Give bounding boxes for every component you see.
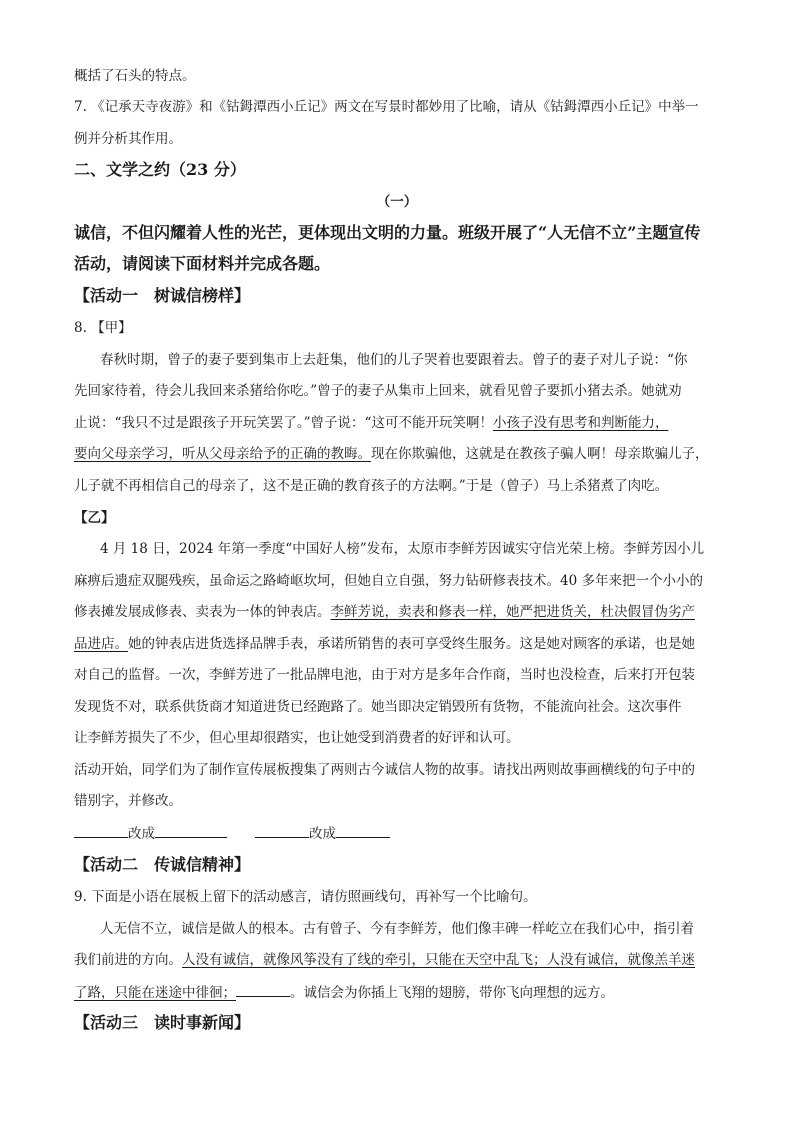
text-span: 现在你欺骗他，这就是在教孩子骗人啊！母亲欺骗儿子，	[371, 446, 709, 462]
passage-yi-line	[74, 634, 720, 654]
question-8-prompt: 活动开始，同学们为了制作宣传展板搜集了两则古今诚信人物的故事。请找出两则故事画横线的句子中的	[74, 762, 695, 778]
activity-three-heading: 【活动三 读时事新闻】	[74, 1013, 251, 1032]
passage-yi-line: 让李鲜芳损失了不少，但心里却很踏实，也让她受到消费者的好评和认可。	[74, 730, 520, 746]
text-span: 我们前进的方向。	[74, 952, 182, 968]
reflection-line	[74, 950, 720, 970]
text-span: 。诚信会为你插上飞翔的翅膀，带你飞向理想的远方。	[290, 985, 614, 1001]
text-span: 修表摊发展成修表、卖表为一体的钟表店。	[74, 604, 331, 620]
underlined-sentence: 人没有诚信，就像风筝没有了线的牵引，只能在天空中乱飞；人没有诚信，就像羔羊迷	[182, 952, 695, 968]
question-8-label: 8. 【甲】	[74, 320, 132, 336]
passage-jia-line: 儿子就不再相信自己的母亲了，这不是正确的教育孩子的方法啊。”于是（曾子）马上杀猪煮了肉吃。	[74, 478, 669, 494]
subsection-heading: （一）	[376, 194, 418, 210]
question-8-prompt: 错别字，并修改。	[74, 793, 182, 809]
passage-jia-line	[74, 444, 720, 464]
passage-jia-line	[74, 413, 720, 433]
activity-one-heading: 【活动一 树诚信榜样】	[74, 286, 251, 305]
passage-yi-line: 对自己的监督。一次，李鲜芳进了一批品牌电池，由于对方是多年合作商，当时也没检查，后来打开包装	[74, 667, 695, 683]
text-line: 例并分析其作用。	[74, 131, 182, 147]
answer-blank[interactable]	[255, 823, 309, 838]
question-9: 9. 下面是小语在展板上留下的活动感言，请仿照画线句，再补写一个比喻句。	[74, 889, 537, 905]
text-line: 概括了石头的特点。	[74, 68, 196, 84]
question-7: 7. 《记承天寺夜游》和《钴鉧潭西小丘记》两文在写景时都妙用了比喻，请从《钴鉧潭西小丘记》中举一	[74, 99, 699, 115]
intro-text: 诚信，不但闪耀着人性的光芒，更体现出文明的力量。班级开展了“人无信不立”主题宣传	[74, 223, 701, 242]
passage-jia-line: 先回家待着，待会儿我回来杀猪给你吃。”曾子的妻子从集市上回来，就看见曾子要抓小猪去杀。她就劝	[74, 383, 682, 399]
section-heading: 二、文学之约（23 分）	[74, 160, 246, 179]
passage-jia-line: 春秋时期，曾子的妻子要到集市上去赶集，他们的儿子哭着也要跟着去。曾子的妻子对儿子说：“你	[100, 352, 688, 368]
text-span: 她的钟表店进货选择品牌手表，承诺所销售的表可享受终生服务。这是她对顾客的承诺，也是她	[128, 636, 695, 652]
text-span: 止说：“我只不过是跟孩子开玩笑罢了。”曾子说：“这可不能开玩笑啊！	[74, 415, 493, 431]
passage-yi-label: 【乙】	[74, 510, 115, 526]
answer-blank[interactable]	[74, 823, 128, 838]
answer-line	[74, 823, 720, 844]
passage-yi-line: 麻痹后遗症双腿残疾，虽命运之路崎岖坎坷，但她自立自强，努力钻研修表技术。40 多年来把一个小小的	[74, 573, 703, 589]
reflection-line	[74, 982, 720, 1003]
answer-blank[interactable]	[336, 823, 390, 838]
passage-yi-line: 4 月 18 日，2024 年第一季度“中国好人榜”发布，太原市李鲜芳因诚实守信光荣上榜。李鲜芳因小儿	[100, 541, 705, 557]
passage-yi-line	[74, 602, 720, 622]
passage-yi-line: 发现货不对，联系供货商才知道进货已经跑路了。她当即决定销毁所有货物，不能流向社会。这次事件	[74, 699, 682, 715]
reflection-line: 人无信不立，诚信是做人的根本。古有曾子、今有李鲜芳，他们像丰碑一样屹立在我们心中，指引着	[100, 921, 694, 937]
text-span: 改成	[309, 826, 336, 842]
underlined-sentence: 小孩子没有思考和判断能力，	[492, 415, 669, 431]
underlined-sentence: 品进店。	[74, 636, 128, 652]
text-span: 改成	[128, 826, 155, 842]
answer-blank[interactable]	[155, 823, 227, 838]
intro-text: 活动，请阅读下面材料并完成各题。	[74, 254, 331, 273]
underlined-sentence: 要向父母亲学习，听从父母亲给予的正确的教晦。	[74, 446, 371, 462]
underlined-sentence: 了路，只能在迷途中徘徊；	[74, 985, 236, 1001]
answer-blank[interactable]	[236, 982, 290, 997]
underlined-sentence: 李鲜芳说，卖表和修表一样，她严把进货关，杜决假冒伪劣产	[330, 604, 695, 620]
activity-two-heading: 【活动二 传诚信精神】	[74, 855, 251, 874]
